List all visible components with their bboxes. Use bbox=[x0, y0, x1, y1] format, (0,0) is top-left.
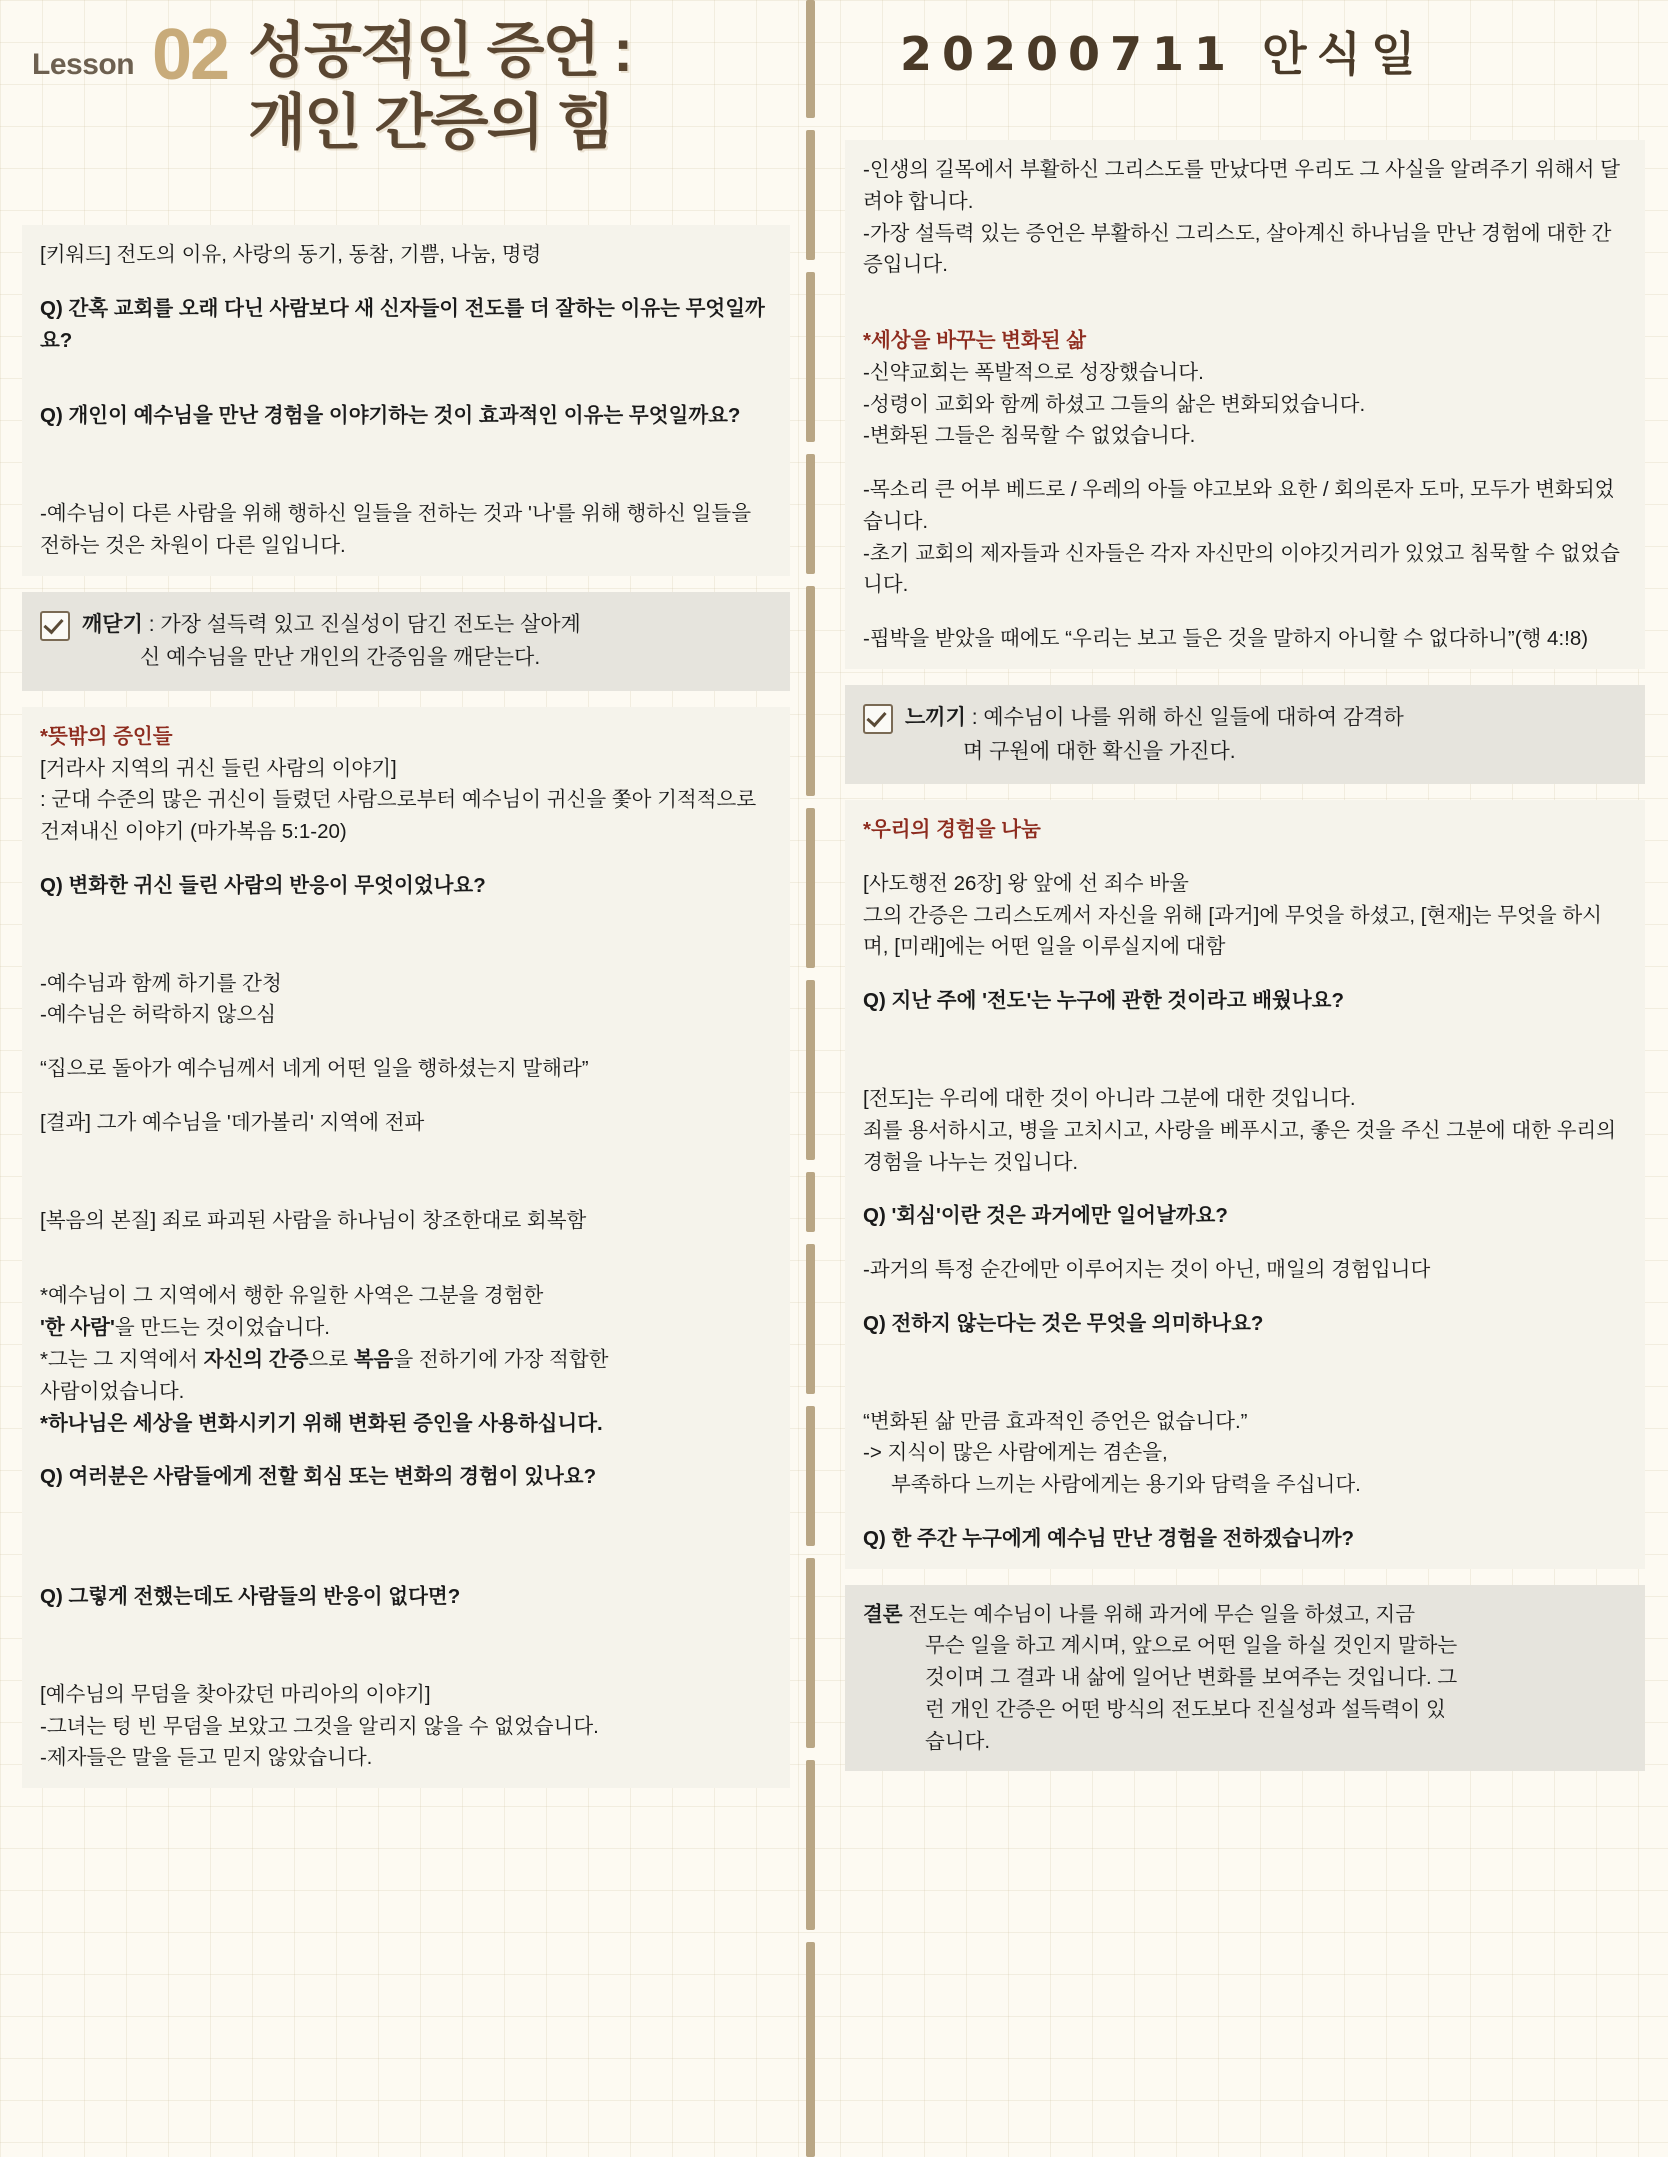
checkbox-icon bbox=[40, 611, 70, 641]
divider-dash bbox=[806, 1558, 815, 1748]
intro-line-2: -가장 설득력 있는 증언은 부활하신 그리스도, 살아계신 하나님을 만난 경험에 대한 간증입니다. bbox=[863, 221, 1612, 277]
objective-feel-title: 느끼기 bbox=[905, 705, 966, 729]
objective-understand-line1: : 가장 설득력 있고 진실성이 담긴 전도는 살아계 bbox=[142, 612, 581, 636]
section-share-experience-heading: *우리의 경험을 나눔 bbox=[863, 818, 1041, 842]
center-divider bbox=[806, 0, 816, 2157]
date-heading: 20200711 안식일 bbox=[900, 27, 1426, 81]
gospel-essence-line: [복음의 본질] 죄로 파괴된 사람을 하나님이 창조한대로 회복함 bbox=[40, 1208, 587, 1232]
left-column bbox=[22, 225, 790, 1804]
question-2: Q) 개인이 예수님을 만난 경험을 이야기하는 것이 효과적인 이유는 무엇일까요? bbox=[40, 404, 741, 428]
section-changed-life-heading: *세상을 바꾸는 변화된 삶 bbox=[863, 329, 1087, 353]
conclusion-line-1-rest: 전도는 예수님이 나를 위해 과거에 무슨 일을 하셨고, 지금 bbox=[902, 1602, 1416, 1626]
question-7: Q) '회심'이란 것은 과거에만 일어날까요? bbox=[863, 1204, 1228, 1228]
acts-reference-line: [사도행전 26장] 왕 앞에 선 죄수 바울 bbox=[863, 871, 1189, 895]
answer-2: -예수님이 다른 사람을 위해 행하신 일들을 전하는 것과 '나'를 위해 행하신 일들을 전하는 것은 차원이 다른 일입니다. bbox=[40, 502, 751, 557]
page-title-line1: 성공적인 증언 : bbox=[248, 17, 632, 84]
objective-feel-block bbox=[845, 685, 1645, 784]
changed-life-line-4: -목소리 큰 어부 베드로 / 우레의 아들 야고보와 요한 / 회의론자 도마, 모두가 변화되었습니다. bbox=[863, 478, 1615, 533]
conclusion-block bbox=[845, 1585, 1645, 1772]
right-body-block bbox=[845, 800, 1645, 1568]
changed-life-line-6: -핍박을 받았을 때에도 “우리는 보고 들은 것을 말하지 아니할 수 없다하니”(행 4:!8) bbox=[863, 627, 1589, 651]
question-3: Q) 변화한 귀신 들린 사람의 반응이 무엇이었나요? bbox=[40, 873, 486, 897]
objective-feel-line2: 며 구원에 대한 확신을 가진다. bbox=[963, 739, 1236, 763]
gerasene-story-title: [거라사 지역의 귀신 들린 사람의 이야기] bbox=[40, 756, 397, 780]
divider-dash bbox=[806, 1172, 815, 1232]
answer-3-line2: -예수님은 허락하지 않으심 bbox=[40, 1003, 277, 1027]
divider-dash bbox=[806, 1760, 815, 1930]
note-2-part-a: *그는 그 지역에서 bbox=[40, 1347, 204, 1371]
divider-dash bbox=[806, 0, 815, 118]
conclusion-line-5: 습니다. bbox=[925, 1729, 991, 1753]
divider-dash bbox=[806, 1942, 815, 2157]
question-8: Q) 전하지 않는다는 것은 무엇을 의미하나요? bbox=[863, 1311, 1264, 1335]
divider-dash bbox=[806, 454, 815, 574]
divider-dash bbox=[806, 586, 815, 796]
note-1-line2 bbox=[40, 1312, 772, 1344]
result-line: [결과] 그가 예수님을 '데가볼리' 지역에 전파 bbox=[40, 1110, 425, 1134]
answer-8-line1: “변화된 삶 만큼 효과적인 증언은 없습니다.” bbox=[863, 1409, 1248, 1433]
note-1-line1: *예수님이 그 지역에서 행한 유일한 사역은 그분을 경험한 bbox=[40, 1284, 544, 1308]
changed-life-line-5: -초기 교회의 제자들과 신자들은 각자 자신만의 이야깃거리가 있었고 침묵할 수 없었습니다. bbox=[863, 541, 1620, 597]
mary-story-title: [예수님의 무덤을 찾아갔던 마리아의 이야기] bbox=[40, 1682, 431, 1706]
left-intro-block bbox=[22, 225, 790, 576]
section-unexpected-witnesses-heading: *뜻밖의 증인들 bbox=[40, 724, 173, 748]
note-2-part-e: 을 전하기에 가장 적합한 bbox=[393, 1347, 609, 1371]
question-4: Q) 여러분은 사람들에게 전할 회심 또는 변화의 경험이 있나요? bbox=[40, 1465, 597, 1489]
lesson-label: Lesson bbox=[32, 48, 135, 81]
question-9: Q) 한 주간 누구에게 예수님 만난 경험을 전하겠습니까? bbox=[863, 1526, 1355, 1550]
changed-life-line-2: -성령이 교회와 함께 하셨고 그들의 삶은 변화되었습니다. bbox=[863, 392, 1366, 416]
note-1-emphasis: '한 사람' bbox=[40, 1316, 115, 1340]
left-body-block bbox=[22, 707, 790, 1788]
answer-6-line2: 죄를 용서하시고, 병을 고치시고, 사랑을 베푸시고, 좋은 것을 주신 그분에 대한 우리의 경험을 나누는 것입니다. bbox=[863, 1118, 1617, 1174]
answer-7: -과거의 특정 순간에만 이루어지는 것이 아닌, 매일의 경험입니다 bbox=[863, 1258, 1431, 1282]
intro-line-1: -인생의 길목에서 부활하신 그리스도를 만났다면 우리도 그 사실을 알려주기 위해서 달려야 합니다. bbox=[863, 158, 1620, 213]
note-2-line2: 사람이었습니다. bbox=[40, 1379, 185, 1403]
objective-feel-text bbox=[905, 701, 1627, 768]
divider-dash bbox=[806, 1244, 815, 1394]
divider-dash bbox=[806, 808, 815, 968]
note-1-line2-rest: 을 만드는 것이었습니다. bbox=[114, 1316, 330, 1340]
conclusion-line-1 bbox=[863, 1599, 1627, 1631]
checkbox-icon bbox=[863, 704, 893, 734]
note-2-emphasis-gospel: 복음 bbox=[353, 1347, 394, 1371]
objective-understand-line2: 신 예수님을 만난 개인의 간증임을 깨닫는다. bbox=[140, 646, 541, 670]
answer-8-line3: 부족하다 느끼는 사람에게는 용기와 담력을 주십니다. bbox=[891, 1473, 1361, 1497]
note-2-line1 bbox=[40, 1344, 772, 1376]
keywords-line: [키워드] 전도의 이유, 사랑의 동기, 동참, 기쁨, 나눔, 명령 bbox=[40, 243, 542, 266]
changed-life-line-1: -신약교회는 폭발적으로 성장했습니다. bbox=[863, 360, 1204, 384]
question-6: Q) 지난 주에 '전도'는 누구에 관한 것이라고 배웠나요? bbox=[863, 989, 1344, 1013]
question-5: Q) 그렇게 전했는데도 사람들의 반응이 없다면? bbox=[40, 1585, 461, 1609]
conclusion-line-4: 런 개인 간증은 어떤 방식의 전도보다 진실성과 설득력이 있 bbox=[925, 1697, 1446, 1721]
divider-dash bbox=[806, 1406, 815, 1546]
conclusion-line-3: 것이며 그 결과 내 삶에 일어난 변화를 보여주는 것입니다. 그 bbox=[925, 1666, 1458, 1690]
conclusion-label: 결론 bbox=[863, 1602, 903, 1626]
objective-feel-line1: : 예수님이 나를 위해 하신 일들에 대하여 감격하 bbox=[965, 705, 1404, 729]
divider-dash bbox=[806, 272, 815, 442]
page-header bbox=[0, 0, 820, 210]
objective-understand-title: 깨닫기 bbox=[82, 612, 143, 636]
mary-story-line2: -그녀는 텅 빈 무덤을 보았고 그것을 알리지 않을 수 없었습니다. bbox=[40, 1714, 599, 1738]
objective-understand-text bbox=[82, 608, 772, 675]
conclusion-line-2: 무슨 일을 하고 계시며, 앞으로 어떤 일을 하실 것인지 말하는 bbox=[925, 1634, 1458, 1658]
question-1: Q) 간혹 교회를 오래 다닌 사람보다 새 신자들이 전도를 더 잘하는 이유는 무엇일까요? bbox=[40, 296, 765, 352]
gerasene-story-desc: : 군대 수준의 많은 귀신이 들렸던 사람으로부터 예수님이 귀신을 쫓아 기적적으로 건져내신 이야기 (마가복음 5:1-20) bbox=[40, 788, 757, 844]
answer-3-line1: -예수님과 함께 하기를 간청 bbox=[40, 971, 282, 995]
divider-dash bbox=[806, 130, 815, 260]
page-title-line2: 개인 간증의 힘 bbox=[248, 89, 614, 156]
note-2-part-c: 으로 bbox=[308, 1347, 354, 1371]
answer-6-line1: [전도]는 우리에 대한 것이 아니라 그분에 대한 것입니다. bbox=[863, 1086, 1356, 1110]
paul-testimony-desc: 그의 간증은 그리스도께서 자신을 위해 [과거]에 무엇을 하셨고, [현재]는 무엇을 하시며, [미래]에는 어떤 일을 이루실지에 대함 bbox=[863, 903, 1602, 959]
objective-understand-block bbox=[22, 592, 790, 691]
note-2-emphasis-testimony: 자신의 간증 bbox=[203, 1347, 309, 1371]
lesson-number: 02 bbox=[152, 15, 229, 95]
right-intro-block bbox=[845, 140, 1645, 669]
note-3-line: *하나님은 세상을 변화시키기 위해 변화된 증인을 사용하십니다. bbox=[40, 1411, 603, 1435]
mary-story-line3: -제자들은 말을 듣고 믿지 않았습니다. bbox=[40, 1746, 373, 1770]
answer-8-line2: -> 지식이 많은 사람에게는 겸손을, bbox=[863, 1441, 1168, 1465]
divider-dash bbox=[806, 980, 815, 1160]
jesus-quote: “집으로 돌아가 예수님께서 네게 어떤 일을 행하셨는지 말해라” bbox=[40, 1057, 589, 1081]
changed-life-line-3: -변화된 그들은 침묵할 수 없었습니다. bbox=[863, 424, 1196, 448]
right-column bbox=[845, 140, 1645, 1787]
